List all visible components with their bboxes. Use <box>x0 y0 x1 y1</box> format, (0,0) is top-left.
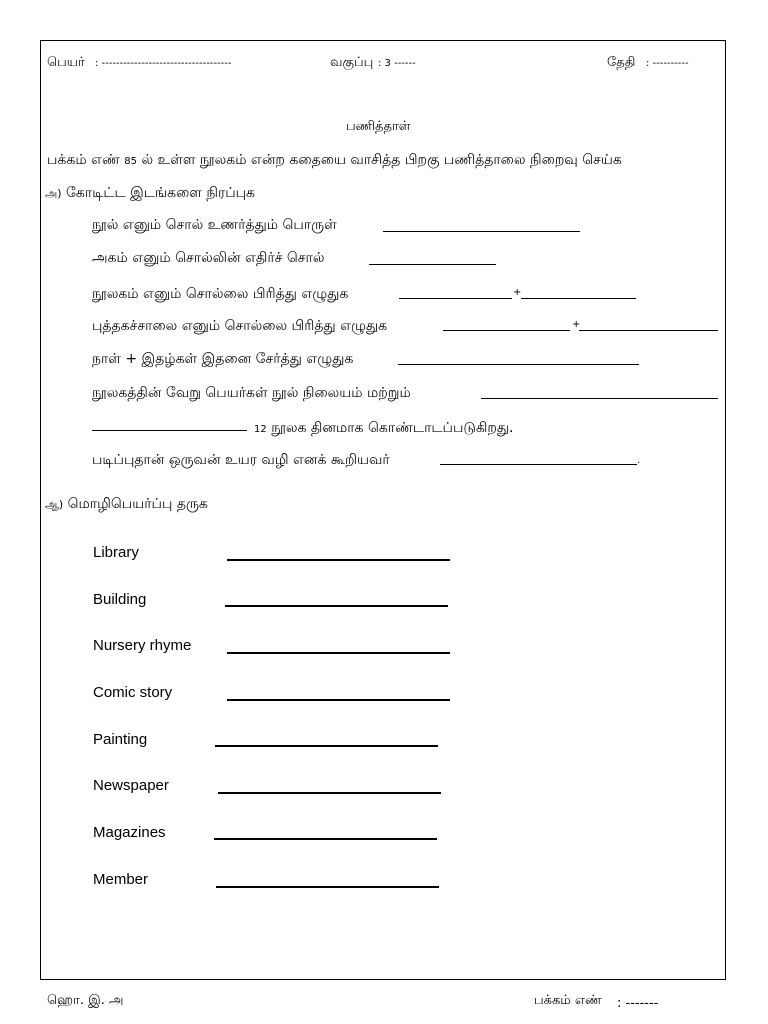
name-blank: : ------------------------------------ <box>95 58 232 69</box>
answer-line-newspaper[interactable] <box>218 792 441 794</box>
instruction-page-number: 85 <box>124 156 137 167</box>
question-8: படிப்புதான் ஒருவன் உயர வழி எனக் கூறியவர் <box>92 452 390 468</box>
instruction-after: ல் உள்ள நூலகம் என்ற கதையை வாசித்த பிறகு பணித்தாலை நிறைவு செய்க <box>141 152 622 168</box>
word-magazines: Magazines <box>93 824 166 841</box>
footer-left: ஹொ. இ. அ <box>47 993 124 1008</box>
date-label: தேதி <box>607 55 636 70</box>
answer-line-comic-story[interactable] <box>227 699 450 701</box>
answer-line-magazines[interactable] <box>214 838 437 840</box>
answer-line-library[interactable] <box>227 559 450 561</box>
answer-line-5[interactable] <box>398 364 639 365</box>
instruction-before: பக்கம் எண் <box>47 152 120 168</box>
answer-line-7[interactable] <box>92 430 247 431</box>
footer-page-blank: : ------- <box>617 996 659 1011</box>
answer-line-2[interactable] <box>369 264 496 265</box>
question-4: புத்தகச்சாலை எனும் சொல்லை பிரித்து எழுதுக <box>92 318 388 334</box>
page-title: பணித்தாள் <box>346 119 411 134</box>
question-3: நூலகம் எனும் சொல்லை பிரித்து எழுதுக <box>92 286 349 302</box>
word-library: Library <box>93 544 139 561</box>
section-b-heading <box>45 496 208 514</box>
question-6: நூலகத்தின் வேறு பெயர்கள் நூல் நிலையம் மற்றும் <box>92 385 411 401</box>
answer-line-6[interactable] <box>481 398 718 399</box>
question-7-text: நூலக தினமாக கொண்டாடப்படுகிறது. <box>271 420 514 436</box>
answer-line-painting[interactable] <box>215 745 438 747</box>
word-building: Building <box>93 591 147 608</box>
footer-page-label: பக்கம் எண் <box>534 993 602 1008</box>
word-newspaper: Newspaper <box>93 777 169 794</box>
answer-line-4b[interactable] <box>579 330 718 331</box>
word-nursery-rhyme: Nursery rhyme <box>93 637 192 654</box>
word-comic-story: Comic story <box>93 684 173 701</box>
answer-line-nursery-rhyme[interactable] <box>227 652 450 654</box>
question-5: நாள் + இதழ்கள் இதனை சேர்த்து எழுதுக <box>92 351 354 367</box>
question-7 <box>254 420 513 438</box>
answer-line-3b[interactable] <box>521 298 636 299</box>
question-7-number: 12 <box>254 424 267 435</box>
answer-line-4a[interactable] <box>443 330 570 331</box>
date-blank: : ---------- <box>646 58 689 69</box>
answer-line-1[interactable] <box>383 231 580 232</box>
question-1: நூல் எனும் சொல் உணர்த்தும் பொருள் <box>92 217 337 233</box>
class-value: : 3 ------ <box>378 58 416 69</box>
plus-sign-3: + <box>513 287 522 298</box>
name-label: பெயர் <box>47 55 85 70</box>
section-b-title: மொழிபெயர்ப்பு தருக <box>67 496 208 512</box>
class-label: வகுப்பு <box>330 55 374 70</box>
question-2: அகம் எனும் சொல்லின் எதிர்ச் சொல் <box>92 250 325 266</box>
word-member: Member <box>93 871 149 888</box>
answer-line-3a[interactable] <box>399 298 512 299</box>
section-a-mark: அ) <box>45 187 62 200</box>
section-a-title: கோடிட்ட இடங்களை நிரப்புக <box>65 185 255 201</box>
section-a-heading <box>45 185 255 203</box>
word-painting: Painting <box>93 731 148 748</box>
answer-line-8[interactable] <box>440 464 637 465</box>
plus-sign-4: + <box>572 319 581 330</box>
answer-line-member[interactable] <box>216 886 439 888</box>
answer-line-building[interactable] <box>225 605 448 607</box>
section-b-mark: ஆ) <box>45 498 64 511</box>
question-8-period: . <box>637 455 641 466</box>
instruction-line <box>47 152 622 170</box>
